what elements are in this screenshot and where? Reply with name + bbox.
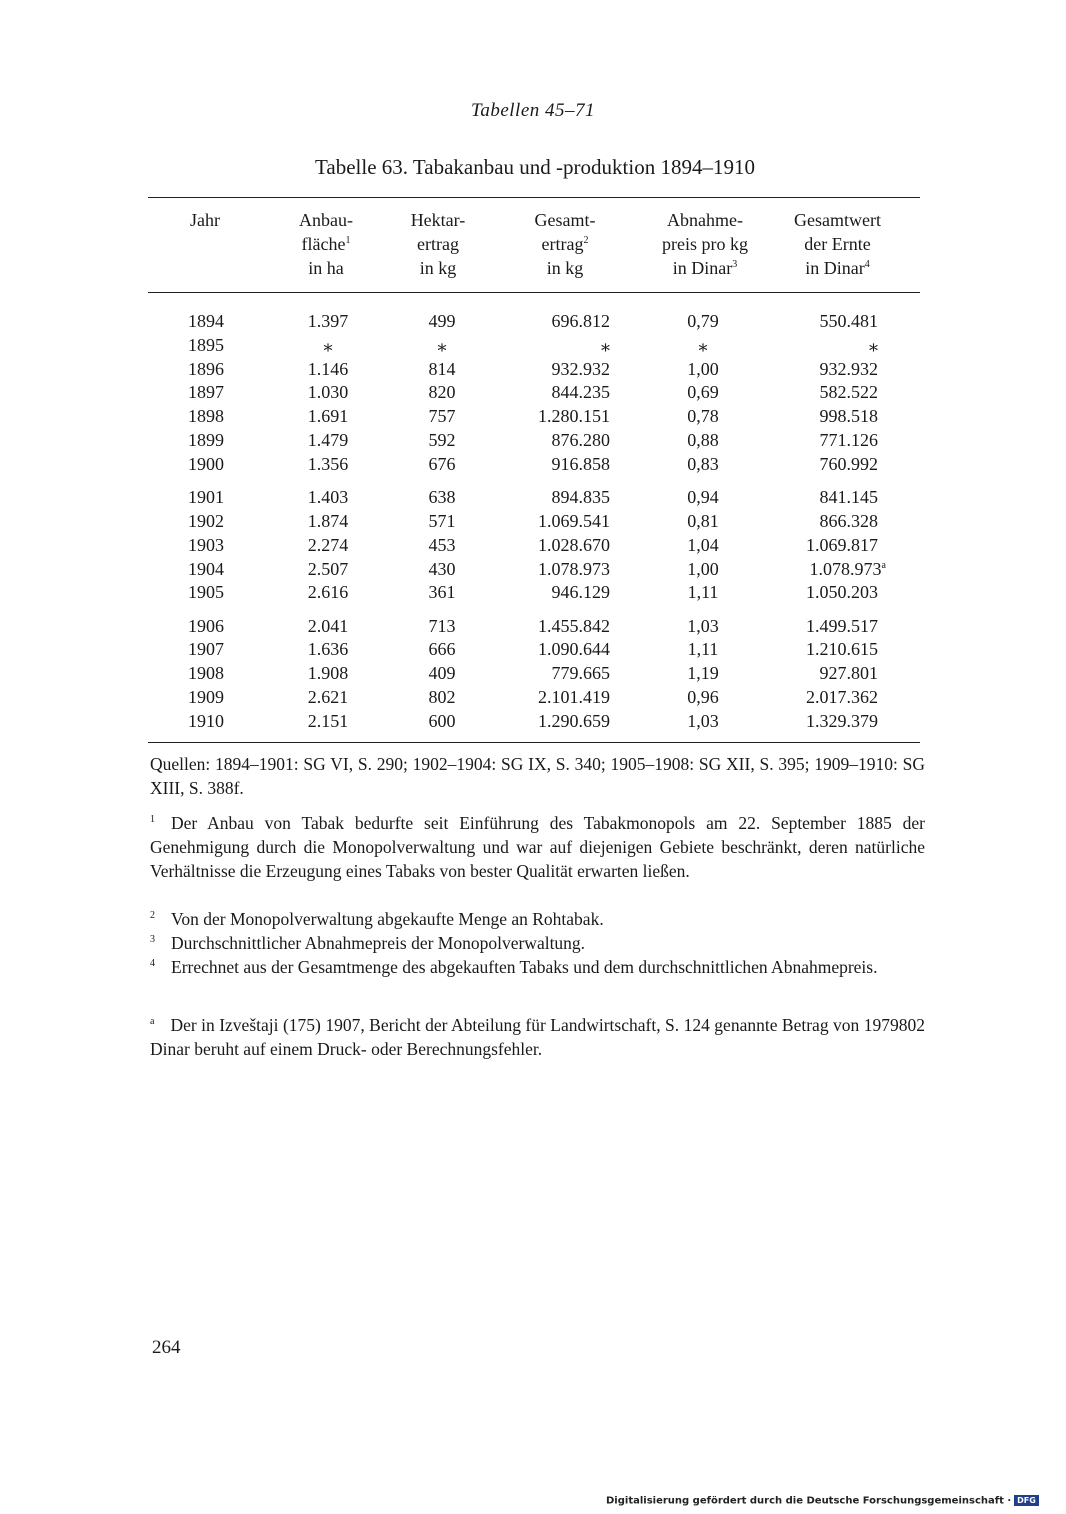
cell-total-text: 1.069.541 [538,510,610,531]
cell-yield [412,428,472,452]
cell-price-text: 0,81 [687,510,719,531]
cell-year-text: 1910 [188,710,224,731]
cell-total-text: 779.665 [551,663,610,684]
cell-price-text: 1,04 [687,534,719,555]
header-area-line: in ha [308,258,344,278]
cell-yield-text: 453 [428,534,456,555]
cell-price-text: 0,69 [687,382,719,403]
cell-area-text: 1.908 [307,663,349,684]
cell-year-text: 1906 [188,615,224,636]
cell-price-text: 1,11 [687,639,719,660]
cell-yield [412,485,472,509]
footnote-mark: a [150,1016,155,1028]
cell-price [668,661,738,685]
cell-value [820,404,879,428]
footnote [150,955,925,979]
cell-value [820,309,879,333]
cell-yield-text: 713 [428,615,456,636]
cell-value-text: 1.329.379 [806,710,878,731]
cell-value-text: 771.126 [819,430,878,450]
cell-yield [412,685,472,709]
cell-total-text: 696.812 [551,311,610,331]
cell-total-text: 1.078.973 [538,558,610,579]
header-yield [398,208,478,280]
cell-yield [412,661,472,685]
cell-total [601,333,610,357]
cell-area [293,357,363,381]
cell-total [552,580,611,604]
cell-area [293,614,363,638]
cell-total [552,485,611,509]
cell-area [293,485,363,509]
cell-area [293,428,363,452]
cell-area-text: 2.151 [307,710,349,731]
cell-value-text: 1.050.203 [806,582,878,603]
cell-price [668,309,738,333]
cell-value-text: 1.078.973 [809,558,882,579]
cell-yield [412,309,472,333]
cell-total [552,380,611,404]
cell-value [806,533,878,557]
running-head: Tabellen 45–71 [471,100,595,121]
cell-value [806,709,878,733]
cell-year [176,333,236,357]
header-price-line: preis pro kg [662,234,748,254]
footnote-text: Durchschnittlicher Abnahmepreis der Monopolverwaltung. [171,933,586,953]
cell-year-text: 1907 [188,639,224,660]
sources-note: Quellen: 1894–1901: SG VI, S. 290; 1902–1904: SG IX, S. 340; 1905–1908: SG XII, S. 395; 1909–1910: SG XIII, S. 388f. [150,754,925,798]
cell-total [538,709,610,733]
cell-value-text: 927.801 [819,663,878,684]
cell-year [176,580,236,604]
cell-price-text: 1,00 [687,358,719,379]
footnote-text: Errechnet aus der Gesamtmenge des abgekauften Tabaks und dem durchschnittlichen Abnahmepreis. [171,957,878,977]
cell-price-text: 0,88 [687,430,719,450]
footnote-ref: 2 [583,235,589,246]
cell-total [538,509,610,533]
cell-year [176,404,236,428]
cell-price-text: 1,03 [687,710,719,731]
footnote [150,931,925,955]
cell-value [820,485,879,509]
cell-yield [412,614,472,638]
cell-year [176,357,236,381]
cell-price-text: 0,94 [687,487,719,508]
cell-area-text: 2.274 [307,534,349,555]
cell-year-text: 1896 [188,358,224,379]
cell-price [668,333,738,357]
header-yield-line: in kg [419,258,457,278]
cell-yield-text: 757 [428,406,456,427]
cell-area-text: 1.691 [307,406,349,427]
cell-total-text: 932.932 [551,358,610,379]
cell-price [668,509,738,533]
cell-price-text: 1,19 [687,663,719,684]
header-total-line: Gesamt- [534,210,596,230]
cell-area [293,404,363,428]
cell-year [176,614,236,638]
cell-value [806,580,878,604]
cell-total-text: 894.835 [551,487,610,508]
cell-yield-text: 430 [428,558,456,579]
footer-text: Digitalisierung gefördert durch die Deutsche Forschungsgemeinschaft · [606,1495,1012,1507]
cell-year [176,309,236,333]
cell-area-text: 1.636 [307,639,349,660]
footnote [150,907,925,931]
header-area [286,208,366,280]
cell-yield [412,709,472,733]
footnote [150,811,925,883]
cell-area-text: 1.030 [307,382,349,403]
cell-price-text: 0,96 [687,687,719,707]
cell-year [176,509,236,533]
cell-price [668,428,738,452]
cell-price [668,357,738,381]
cell-total-text: 916.858 [551,453,610,474]
cell-area-text: 1.146 [307,358,349,379]
header-year-line: Jahr [190,210,220,230]
cell-price [668,452,738,476]
cell-yield [412,380,472,404]
cell-price [668,404,738,428]
cell-total-text: ⁎ [601,334,610,355]
cell-year-text: 1909 [188,687,224,707]
cell-yield-text: 666 [428,639,456,660]
cell-area-text: 2.616 [307,582,349,603]
cell-total-text: 876.280 [551,430,610,450]
cell-total-text: 1.028.670 [538,534,610,555]
cell-value [820,357,879,381]
cell-value-text: 582.522 [819,382,878,403]
cell-value-text: 841.145 [819,487,878,508]
header-price [640,208,770,280]
cell-price-text: 0,78 [687,406,719,427]
cell-total [552,309,611,333]
cell-total-text: 946.129 [551,582,610,603]
cell-price [668,580,738,604]
header-value [775,208,900,280]
cell-area [293,637,363,661]
cell-value [820,509,879,533]
header-price-line: Abnahme- [667,210,743,230]
cell-year [176,380,236,404]
cell-year-text: 1903 [188,534,224,555]
cell-area-text: 2.621 [307,687,349,707]
cell-area [293,661,363,685]
cell-area [293,380,363,404]
cell-yield-text: 592 [428,430,456,450]
footnote-ref: 4 [864,259,870,270]
cell-total [552,661,611,685]
cell-year [176,428,236,452]
header-total-line: ertrag$^2$ [541,234,589,254]
cell-price-text: 0,83 [687,453,719,474]
cell-price-text: 1,03 [687,615,719,636]
footnote-mark: 4 [150,958,155,970]
digitization-footer [606,1495,1036,1507]
cell-year-text: 1895 [188,334,224,355]
cell-year-text: 1908 [188,663,224,684]
cell-yield [412,557,472,581]
cell-total-text: 1.280.151 [538,406,610,427]
footnote-ref: a [881,559,886,571]
cell-area [293,685,363,709]
cell-area-text: 2.507 [307,558,349,579]
cell-price [668,637,738,661]
cell-value [869,333,878,357]
cell-yield [412,533,472,557]
header-total-line: in kg [546,258,584,278]
cell-year-text: 1900 [188,453,224,474]
cell-price-text: 1,11 [687,582,719,603]
cell-total [552,428,611,452]
footnote-ref: 3 [732,259,738,270]
cell-value [820,661,879,685]
cell-value-text: 550.481 [819,311,878,331]
cell-area-text: 1.397 [307,311,349,331]
cell-yield [412,357,472,381]
cell-total [552,357,611,381]
cell-year-text: 1898 [188,406,224,427]
cell-area [293,709,363,733]
cell-year [176,637,236,661]
cell-yield-text: 638 [428,487,456,508]
cell-total [538,404,610,428]
header-value-line: in Dinar$^4$ [805,258,870,278]
table-title: Tabelle 63. Tabakanbau und -produktion 1894–1910 [315,155,755,179]
header-yield-line: ertrag [417,234,459,254]
footnote-mark: 3 [150,934,155,946]
cell-value [806,614,878,638]
cell-value-text: 866.328 [819,510,878,531]
cell-yield-text: 802 [428,687,456,707]
cell-yield [412,580,472,604]
cell-value-text: 760.992 [819,453,878,474]
cell-year-text: 1905 [188,582,224,603]
cell-price [668,614,738,638]
dfg-logo: DFG [1014,1495,1039,1506]
table-bottom-rule [148,742,920,743]
header-area-line: Anbau- [299,210,353,230]
cell-yield [412,404,472,428]
footnote-text: Der in Izveštaji (175) 1907, Bericht der Abteilung für Landwirtschaft, S. 124 genannte Betrag von 1979802 Dinar beruht auf einem Druck- oder Berechnungsfehler. [150,1015,925,1059]
cell-area [293,533,363,557]
cell-price-text: ⁎ [698,334,708,355]
cell-yield [412,333,472,357]
cell-year [176,709,236,733]
cell-total [538,614,610,638]
cell-yield-text: ⁎ [437,334,447,355]
header-year [180,208,230,232]
header-area-line: fläche$^1$ [301,234,351,254]
cell-yield-text: 820 [428,382,456,403]
cell-year-text: 1902 [188,510,224,531]
cell-total [538,557,610,581]
cell-yield [412,637,472,661]
cell-price-text: 0,79 [687,311,719,331]
table-header-rule [148,292,920,293]
cell-price [668,485,738,509]
header-value-line: der Ernte [804,234,871,254]
cell-total-text: 1.290.659 [538,710,610,731]
footnote [150,1013,925,1061]
footnote-mark: 2 [150,910,155,922]
cell-value-text: 2.017.362 [806,687,878,707]
header-price-line: in Dinar$^3$ [672,258,738,278]
cell-area-text: 1.874 [307,510,349,531]
cell-price [668,557,738,581]
cell-year-text: 1901 [188,487,224,508]
cell-total-text: 2.101.419 [538,687,610,707]
cell-total [538,685,610,709]
cell-value [806,637,878,661]
cell-yield-text: 676 [428,453,456,474]
cell-total-text: 1.455.842 [538,615,610,636]
cell-value-text: 1.210.615 [806,639,878,660]
cell-value [820,452,879,476]
cell-total-text: 844.235 [551,382,610,403]
cell-value [820,428,879,452]
cell-value-text: 998.518 [819,406,878,427]
cell-year [176,557,236,581]
cell-total [552,452,611,476]
footnote-text: Von der Monopolverwaltung abgekaufte Menge an Rohtabak. [171,909,604,929]
cell-area-text: 2.041 [307,615,349,636]
cell-price [668,709,738,733]
cell-value [806,685,878,709]
cell-price-text: 1,00 [687,558,719,579]
cell-yield-text: 571 [428,510,456,531]
cell-year [176,485,236,509]
cell-yield [412,509,472,533]
cell-value-text: 932.932 [819,358,878,379]
cell-area-text: 1.356 [307,453,349,474]
cell-price [668,533,738,557]
cell-yield-text: 361 [428,582,456,603]
cell-year-text: 1899 [188,430,224,450]
cell-price [668,685,738,709]
cell-area-text: ⁎ [323,334,333,355]
cell-yield-text: 814 [428,358,456,379]
cell-area [293,333,363,357]
cell-value-text: ⁎ [869,334,878,355]
cell-year-text: 1897 [188,382,224,403]
header-value-line: Gesamtwert [794,210,881,230]
page-number: 264 [152,1337,181,1358]
cell-area [293,557,363,581]
cell-yield-text: 409 [428,663,456,684]
cell-value [810,557,886,581]
cell-value-text: 1.499.517 [806,615,878,636]
cell-total [538,533,610,557]
header-total [520,208,610,280]
cell-value [820,380,879,404]
cell-area [293,580,363,604]
cell-area-text: 1.479 [307,430,349,450]
cell-year [176,452,236,476]
cell-price [668,380,738,404]
cell-area [293,309,363,333]
cell-year-text: 1904 [188,558,224,579]
table-top-rule [148,197,920,198]
cell-area [293,509,363,533]
footnote-ref: 1 [345,235,351,246]
cell-yield [412,452,472,476]
cell-area [293,452,363,476]
cell-value-text: 1.069.817 [806,534,878,555]
cell-year [176,533,236,557]
cell-year-text: 1894 [188,311,224,331]
cell-yield-text: 600 [428,710,456,731]
cell-total [538,637,610,661]
footnote-text: Der Anbau von Tabak bedurfte seit Einführung des Tabakmonopols am 22. September 1885 der Genehmigung durch die Monopolverwaltung und war auf diejenigen Gebiete beschränkt, deren natürliche Verhältnisse die Erzeugung eines Tabaks von bester Qualität erwarten ließen. [150,813,925,881]
cell-year [176,661,236,685]
header-yield-line: Hektar- [410,210,466,230]
cell-year [176,685,236,709]
cell-yield-text: 499 [428,311,456,331]
footnote-mark: 1 [150,814,155,826]
cell-area-text: 1.403 [307,487,349,508]
cell-total-text: 1.090.644 [538,639,610,660]
